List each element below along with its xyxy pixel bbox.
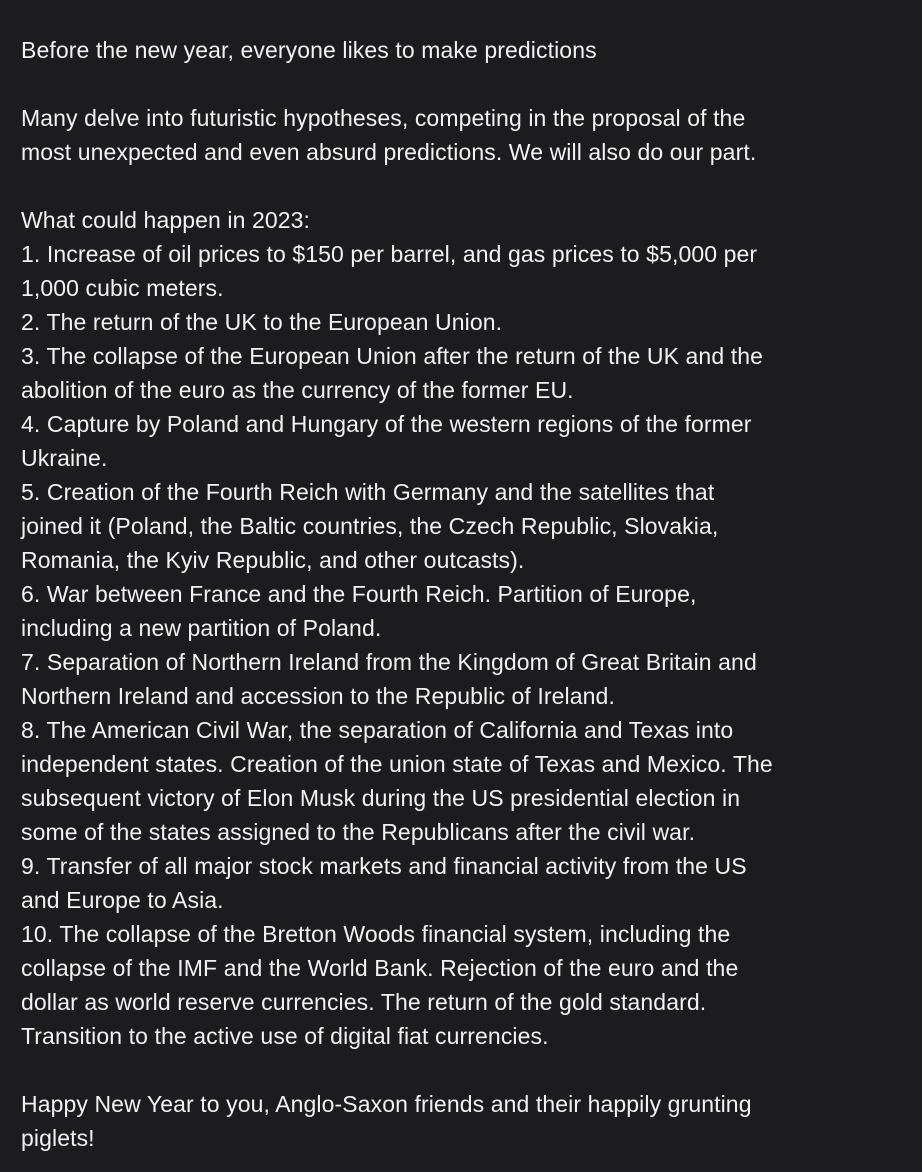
hypotheses-line: Many delve into futuristic hypotheses, competing in the proposal of the [21, 105, 746, 131]
list-item [21, 339, 914, 407]
list-item-line: 1,000 cubic meters. [21, 275, 224, 301]
list-item-line: 4. Capture by Poland and Hungary of the western regions of the former [21, 411, 752, 437]
list-item-line: 8. The American Civil War, the separation of California and Texas into [21, 717, 734, 743]
hypotheses-line: most unexpected and even absurd predictions. We will also do our part. [21, 139, 757, 165]
list-item-line: independent states. Creation of the union state of Texas and Mexico. The [21, 751, 773, 777]
list-item-line: Romania, the Kyiv Republic, and other outcasts). [21, 547, 525, 573]
list-item-line: Transition to the active use of digital fiat currencies. [21, 1023, 549, 1049]
list-item [21, 305, 914, 339]
list-item [21, 713, 914, 849]
predictions-list [21, 237, 914, 1053]
list-item [21, 237, 914, 305]
list-item-line: dollar as world reserve currencies. The return of the gold standard. [21, 989, 707, 1015]
closing-line: Happy New Year to you, Anglo-Saxon friends and their happily grunting [21, 1091, 752, 1117]
list-item [21, 917, 914, 1053]
list-item [21, 475, 914, 577]
list-item [21, 577, 914, 645]
intro-line: Before the new year, everyone likes to make predictions [21, 37, 597, 63]
list-item-line: some of the states assigned to the Republicans after the civil war. [21, 819, 696, 845]
list-item-line: 7. Separation of Northern Ireland from the Kingdom of Great Britain and [21, 649, 757, 675]
hypotheses-paragraph [21, 101, 914, 169]
list-item [21, 645, 914, 713]
list-item-line: 5. Creation of the Fourth Reich with Germany and the satellites that [21, 479, 715, 505]
list-item-line: Ukraine. [21, 445, 108, 471]
list-item-line: Northern Ireland and accession to the Republic of Ireland. [21, 683, 615, 709]
list-item-line: abolition of the euro as the currency of the former EU. [21, 377, 574, 403]
list-item-line: joined it (Poland, the Baltic countries, the Czech Republic, Slovakia, [21, 513, 719, 539]
closing-line: piglets! [21, 1125, 95, 1151]
list-item [21, 407, 914, 475]
closing-paragraph [21, 1087, 914, 1155]
list-item-line: 9. Transfer of all major stock markets and financial activity from the US [21, 853, 747, 879]
list-heading [21, 203, 914, 237]
list-heading-text: What could happen in 2023: [21, 207, 311, 233]
list-item-line: 10. The collapse of the Bretton Woods financial system, including the [21, 921, 731, 947]
intro-paragraph [21, 33, 914, 67]
list-item-line: including a new partition of Poland. [21, 615, 382, 641]
list-item-line: 3. The collapse of the European Union after the return of the UK and the [21, 343, 763, 369]
list-item-line: 6. War between France and the Fourth Reich. Partition of Europe, [21, 581, 697, 607]
list-item [21, 849, 914, 917]
list-item-line: 1. Increase of oil prices to $150 per barrel, and gas prices to $5,000 per [21, 241, 758, 267]
list-item-line: subsequent victory of Elon Musk during the US presidential election in [21, 785, 741, 811]
list-item-line: collapse of the IMF and the World Bank. Rejection of the euro and the [21, 955, 739, 981]
list-item-line: and Europe to Asia. [21, 887, 224, 913]
list-item-line: 2. The return of the UK to the European Union. [21, 309, 503, 335]
